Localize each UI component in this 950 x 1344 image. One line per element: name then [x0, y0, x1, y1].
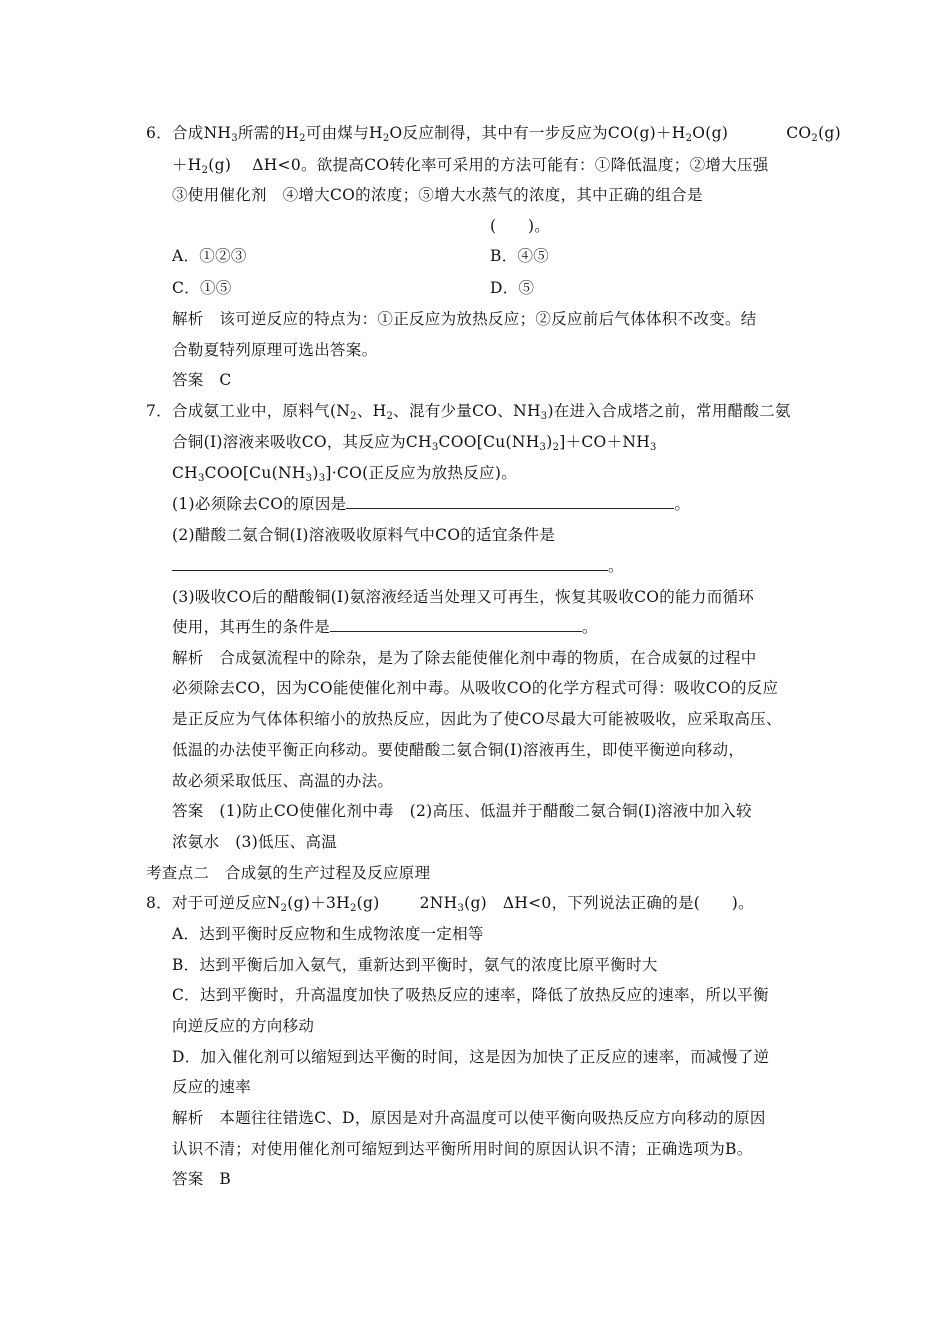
q7-part-2: (2)醋酸二氨合铜(Ⅰ)溶液吸收原料气中CO的适宜条件是 [172, 526, 556, 544]
q6-answer-paren: ( )。 [490, 217, 551, 235]
q8-explanation-2: 认识不清；对使用催化剂可缩短到达平衡所用时间的原因认识不清；正确选项为B。 [172, 1140, 753, 1158]
answer-blank-2[interactable] [172, 556, 608, 571]
q6-line-2: $+H_2(g)$ ΔH<0。欲提高CO转化率可采用的方法可能有：①降低温度；②增大压强 [172, 156, 769, 176]
q7-answer-2: 浓氨水 (3)低压、高温 [172, 833, 338, 851]
section-heading: 考查点二 合成氨的生产过程及反应原理 [146, 864, 431, 882]
q6-option-a: A．①②③ [172, 247, 247, 265]
q8-option-c-1: C．达到平衡时，升高温度加快了吸热反应的速率，降低了放热反应的速率，所以平衡 [172, 986, 769, 1004]
q7-part-1: (1)必须除去CO的原因是 。 [172, 495, 691, 513]
q7-explanation-4: 低温的办法使平衡正向移动。要使醋酸二氨合铜(Ⅰ)溶液再生，即使平衡逆向移动， [172, 741, 745, 759]
q6-explanation-1: 解析 该可逆反应的特点为：①正反应为放热反应；②反应前后气体体积不改变。结 [172, 310, 757, 328]
q7-part-3-line-1: (3)吸收CO后的醋酸铜(Ⅰ)氨溶液经适当处理又可再生，恢复其吸收CO的能力而循环 [172, 588, 755, 606]
q6-line-1: 6．合成$NH_3$所需的$H_2$可由煤与$H_2O$反应制得，其中有一步反应为$CO(g)+H_2O(g)$ $CO_2(g)$ [146, 124, 841, 144]
q7-part-2-blank-line: 。 [172, 556, 624, 576]
q8-option-a: A．达到平衡时反应物和生成物浓度一定相等 [172, 925, 484, 943]
q7-answer-1: 答案 (1)防止CO使催化剂中毒 (2)高压、低温并于醋酸二氨合铜(Ⅰ)溶液中加入较 [172, 802, 752, 820]
q6-number: 6． [146, 124, 172, 142]
q7-line-2: 合铜(Ⅰ)溶液来吸收CO，其反应为$CH_3COO[Cu(NH_3)_2]+CO+NH_3$ [172, 433, 657, 453]
q8-answer: 答案 B [172, 1170, 232, 1188]
q8-option-c-2: 向逆反应的方向移动 [172, 1017, 315, 1035]
q8-explanation-1: 解析 本题往往错选C、D，原因是对升高温度可以使平衡向吸热反应方向移动的原因 [172, 1109, 766, 1127]
q6-explanation-2: 合勒夏特列原理可选出答案。 [172, 341, 378, 359]
q8-option-b: B．达到平衡后加入氨气，重新达到平衡时，氨气的浓度比原平衡时大 [172, 956, 658, 974]
answer-blank-3[interactable] [330, 617, 582, 632]
q8-option-d-2: 反应的速率 [172, 1078, 252, 1096]
q6-option-d: D．⑤ [490, 279, 535, 297]
q8-option-d-1: D．加入催化剂可以缩短到达平衡的时间，这是因为加快了正反应的速率，而减慢了逆 [172, 1048, 770, 1066]
q7-explanation-2: 必须除去CO，因为CO能使催化剂中毒。从吸收CO的化学方程式可得：吸收CO的反应 [172, 679, 779, 697]
q7-explanation-5: 故必须采取低压、高温的办法。 [172, 772, 394, 790]
q7-part-3-line-2: 使用，其再生的条件是 。 [172, 618, 598, 636]
q6-line-3: ③使用催化剂 ④增大CO的浓度；⑤增大水蒸气的浓度，其中正确的组合是 [172, 186, 703, 204]
q8-line-1: 8．对于可逆反应$N_2(g)+3H_2(g)$ $2NH_3(g)$ ΔH<0，下列说法正确的是( )。 [146, 894, 754, 914]
answer-blank-1[interactable] [346, 494, 674, 509]
q7-line-3: $CH_3COO[Cu(NH_3)_3]\cdot CO$(正反应为放热反应)。 [172, 464, 517, 484]
q6-option-b: B．④⑤ [490, 247, 550, 265]
q7-explanation-3: 是正反应为气体体积缩小的放热反应，因此为了使CO尽最大可能被吸收，应采取高压、 [172, 710, 782, 728]
q6-option-c: C．①⑤ [172, 279, 232, 297]
q7-explanation-1: 解析 合成氨流程中的除杂，是为了除去能使催化剂中毒的物质，在合成氨的过程中 [172, 649, 757, 667]
q7-line-1: 7．合成氨工业中，原料气($N_2$、$H_2$、混有少量CO、$NH_3$)在进入合成塔之前，常用醋酸二氨 [146, 402, 791, 422]
q6-answer: 答案 C [172, 371, 232, 389]
